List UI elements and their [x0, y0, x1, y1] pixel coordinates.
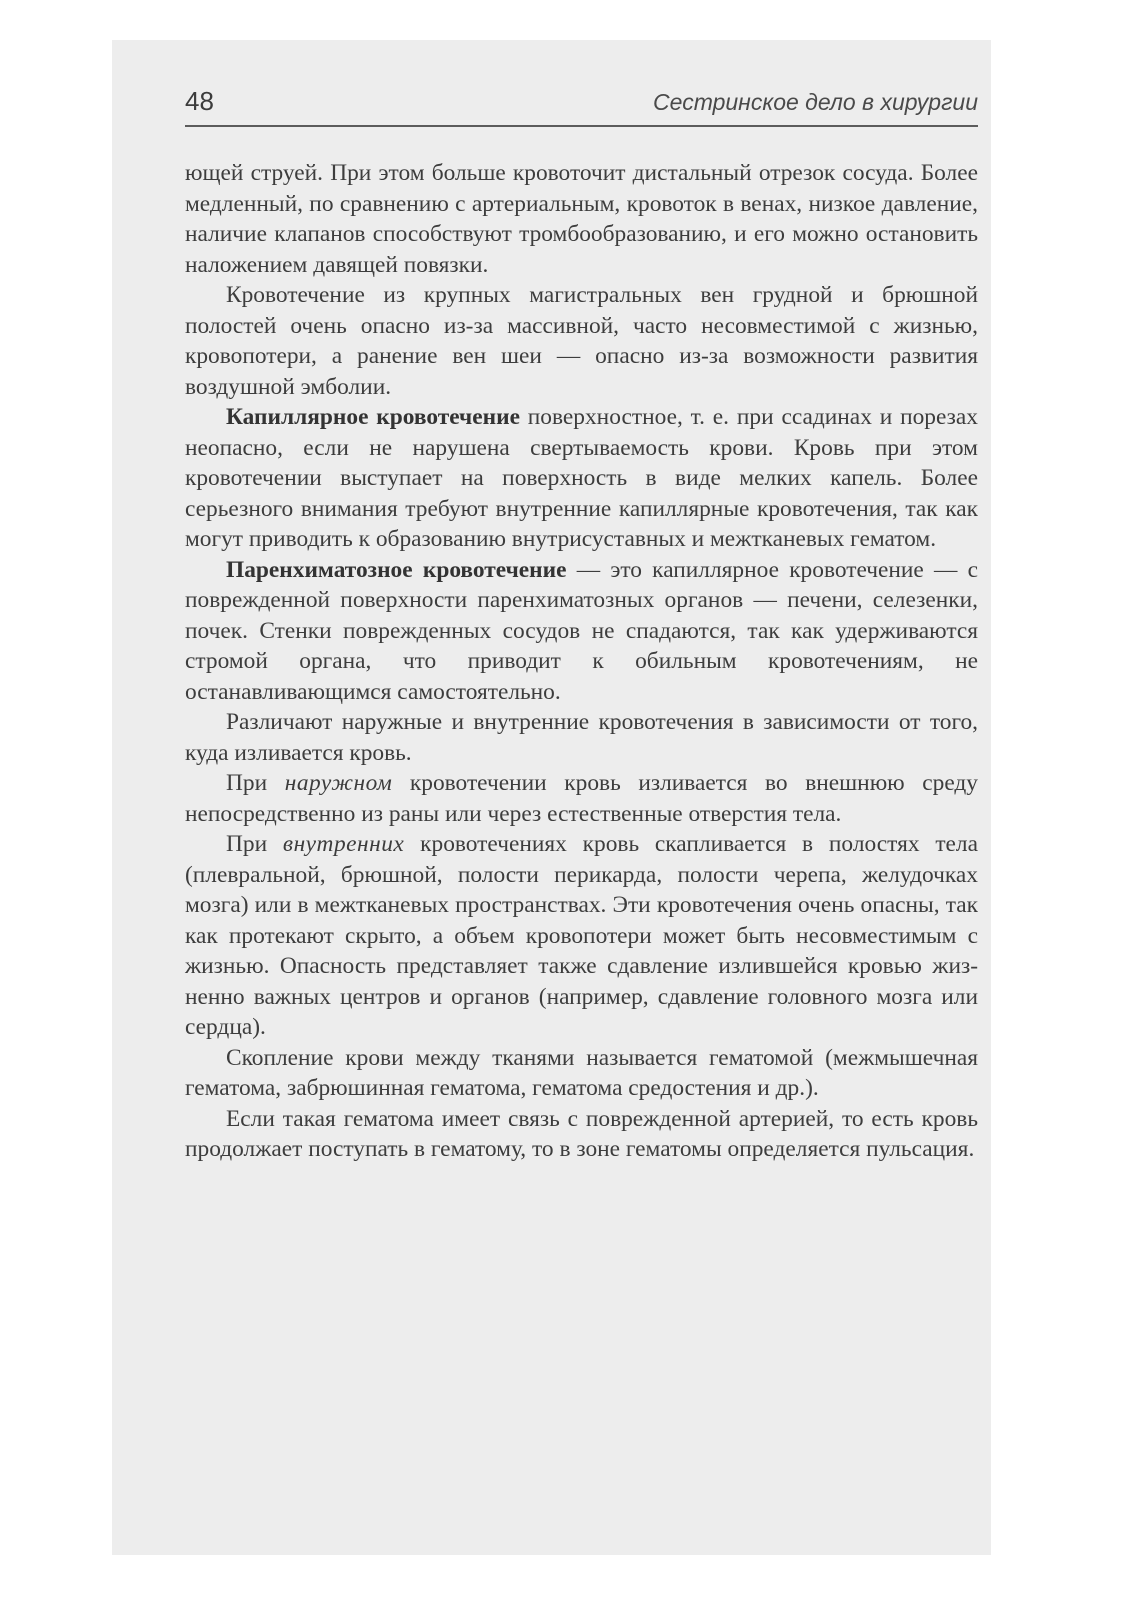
paragraph — [185, 1043, 978, 1104]
paragraph-text: Кровотечение из крупных магистральных вен грудной и брюшной полостей очень опасно из-за массивной, часто несовместимой с жизнью, кровопотери, а ранение вен шеи — опасно из-за возможности развития воздушной эмболии. — [185, 282, 978, 400]
paragraph-text: кровотечении кровь изливается во внешнюю среду непосредственно из раны или через естественные отверстия тела. — [185, 770, 978, 827]
paragraph — [185, 280, 978, 402]
paragraph — [185, 707, 978, 768]
paragraph — [185, 829, 978, 1043]
term-bold: Капиллярное кровотечение — [226, 404, 520, 430]
header-rule — [185, 125, 978, 127]
paragraph-lead: При — [226, 770, 285, 796]
body-text — [185, 158, 978, 1165]
paragraph-text: поверхностное, т. е. при ссадинах и порезах неопасно, если не нарушена свертываемость крови. Кровь при этом кровотечении выступает на поверхность в виде мелких капель. Более серьезного внимания требуют внутренние капиллярные кровотечения, так как могут приводить к образованию внутрисуставных и межтканевых гематом. — [185, 404, 978, 552]
emphasis-italic: наружном — [284, 770, 393, 796]
paragraph-text: кровотечениях кровь скапливается в полостях тела (плевральной, брюшной, полости перикарда, полости черепа, желудочках мозга) или в межтканевых пространствах. Эти кровотечения очень опасны, так как протекают скрыто, а объем кровопотери может быть несовместимым с жизнью. Опасность представляет также сдавление излившейся кровью жизненно важных центров и органов (например, сдавление головного мозга или сердца). — [185, 831, 978, 1040]
page-number: 48 — [185, 86, 214, 116]
book-page — [112, 40, 991, 1555]
paragraph-lead: При — [226, 831, 283, 857]
paragraph — [185, 1104, 978, 1165]
paragraph-text: Если такая гематома имеет связь с поврежденной артерией, то есть кровь продолжает поступать в гематому, то в зоне гематомы определяется пульсация. — [185, 1105, 978, 1162]
page-header — [185, 84, 978, 124]
emphasis-italic: внутренних — [282, 831, 405, 857]
paragraph-text: ющей струей. При этом больше кровоточит дистальный отрезок сосуда. Более медленный, по сравнению с артериальным, кровоток в венах, низкое давление, наличие клапанов способствуют тромбообразованию, и его можно остановить наложением давящей повязки. — [185, 160, 978, 278]
running-title: Сестринское дело в хирургии — [653, 89, 978, 115]
term-bold: Паренхиматозное кровотечение — [226, 556, 567, 583]
paragraph — [185, 402, 978, 555]
paragraph — [185, 158, 978, 280]
paragraph-text: Скопление крови между тканями называется гематомой (межмышечная гематома, забрюшинная гематома, гематома средостения и др.). — [185, 1044, 978, 1101]
paragraph — [185, 768, 978, 829]
paragraph-text: Различают наружные и внутренние кровотечения в зависимости от того, куда изливается кровь. — [185, 709, 978, 766]
paragraph-text: — это капиллярное кровотечение — с поврежденной поверхности паренхиматозных органов — печени, селезенки, почек. Стенки поврежденных сосудов не спадаются, так как удерживаются стромой органа, что приводит к обильным кровотечениям, не останавливающимся самостоятельно. — [185, 556, 979, 705]
paragraph — [185, 555, 978, 708]
